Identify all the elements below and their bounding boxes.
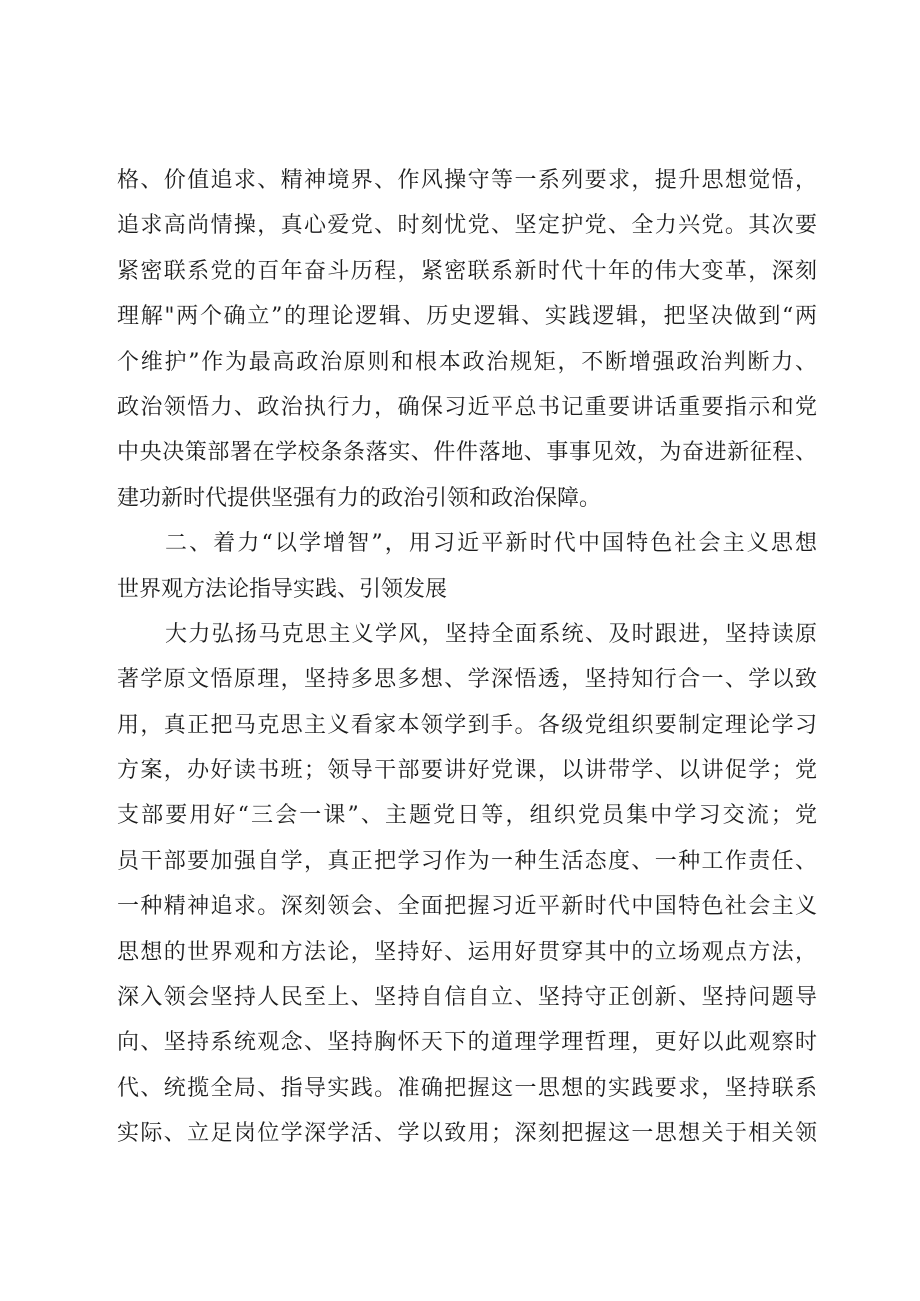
text-line: 格、价值追求、精神境界、作风操守等一系列要求，提升思想觉悟， [117,168,817,193]
text-line: 代、统揽全局、指导实践。准确把握这一思想的实践要求，坚持联系 [117,1075,817,1101]
text-line: 深入领会坚持人民至上、坚持自信自立、坚持守正创新、坚持问题导 [117,985,817,1011]
text-line: 思想的世界观和方法论，坚持好、运用好贯穿其中的立场观点方法， [117,939,817,965]
text-line: 支部要用好“三会一课”、主题党日等，组织党员集中学习交流；党 [117,803,817,829]
text-line: 中央决策部署在学校条条落实、件件落地、事事见效，为奋进新征程、 [117,440,817,466]
text-line: 实际、立足岗位学深学活、学以致用；深刻把握这一思想关于相关领 [117,1121,817,1147]
text-line: 政治领悟力、政治执行力，确保习近平总书记重要讲话重要指示和党 [117,394,817,420]
text-line: 员干部要加强自学，真正把学习作为一种生活态度、一种工作责任、 [117,848,817,874]
text-line: 向、坚持系统观念、坚持胸怀天下的道理学理哲理，更好以此观察时 [117,1030,817,1056]
section-heading-line: 世界观方法论指导实践、引领发展 [117,576,448,602]
document-body [117,158,817,1157]
section-heading-line: 二、着力“以学增智”，用习近平新时代中国特色社会主义思想 [165,531,817,557]
text-line: 用，真正把马克思主义看家本领学到手。各级党组织要制定理论学习 [117,712,817,738]
text-line: 一种精神追求。深刻领会、全面把握习近平新时代中国特色社会主义 [117,894,817,920]
text-line: 追求高尚情操，真心爱党、时刻忧党、坚定护党、全力兴党。其次要 [117,213,817,239]
text-line: 紧密联系党的百年奋斗历程，紧密联系新时代十年的伟大变革，深刻 [117,258,817,284]
text-line: 个维护”作为最高政治原则和根本政治规矩，不断增强政治判断力、 [117,349,817,375]
text-line: 建功新时代提供坚强有力的政治引领和政治保障。 [117,485,602,511]
text-line: 方案，办好读书班；领导干部要讲好党课，以讲带学、以讲促学；党 [117,758,817,784]
text-line: 理解"两个确立”的理论逻辑、历史逻辑、实践逻辑，把坚决做到“两 [117,304,817,330]
text-line: 著学原文悟原理，坚持多思多想、学深悟透，坚持知行合一、学以致 [117,667,817,693]
text-line: 大力弘扬马克思主义学风，坚持全面系统、及时跟进，坚持读原 [165,621,817,647]
